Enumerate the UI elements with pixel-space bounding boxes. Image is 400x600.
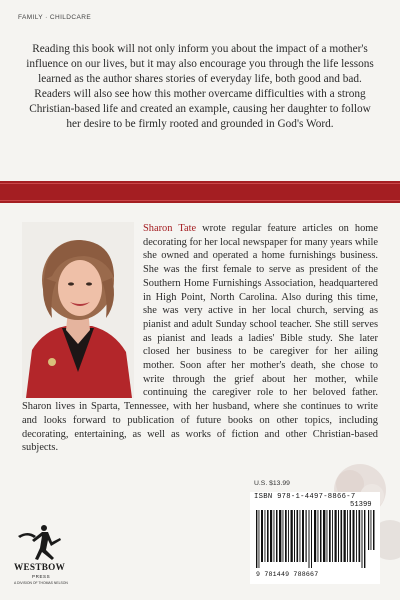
runner-figure-icon [14, 522, 74, 562]
author-name: Sharon Tate [143, 223, 197, 234]
publisher-sub: PRESS [32, 574, 51, 579]
barcode-digits: 9 781449 788667 [256, 571, 319, 578]
isbn-barcode-box [250, 492, 380, 584]
red-divider-band [0, 181, 400, 203]
category-label: FAMILY · CHILDCARE [18, 14, 92, 21]
author-bio [22, 222, 378, 455]
publisher-logo [14, 522, 74, 588]
price-addon-code: 51399 [350, 501, 372, 509]
publisher-name: WESTBOW [14, 562, 66, 572]
book-blurb: Reading this book will not only inform you about the impact of a mother's influence on our lives, but it may also encourage you through the life lessons learned as the author shares stories of everyday life, both good and bad. Readers will also see how this mother overcame difficulties with a strong Christian-based life and created an example, causing her daughter to follow her desire to be firmly rooted and grounded in God's Word. [26, 43, 374, 130]
bio-text: wrote regular feature articles on home decorating for her local newspaper for many years while she owned and operated a home furnishings business. She was the first female to serve as president of the Southern Home Furnishings Association, headquartered in High Point, North Carolina. Also during this time, she was very active in her local church, serving as pianist and adult Sunday school teacher. She still serves as pianist and leads a ladies' Bible study. She later closed her business to be caregiver for her ailing mother. Soon after her mother's death, she chose to write through the grief about her mother, while continuing the caregiver role to her beloved father. Sharon lives in Sparta, Tennessee, with her husband, where she continues to write and looks forward to publication of future books on other topics, including decorating, entertaining, as well as works of fiction and other Christian-based subjects. [22, 223, 379, 454]
publisher-tag: A DIVISION OF THOMAS NELSON [14, 581, 68, 585]
isbn-number: ISBN 978-1-4497-8866-7 [254, 493, 356, 501]
barcode-bars [254, 510, 376, 568]
author-portrait [22, 222, 134, 398]
price-label: U.S. $13.99 [254, 480, 290, 487]
